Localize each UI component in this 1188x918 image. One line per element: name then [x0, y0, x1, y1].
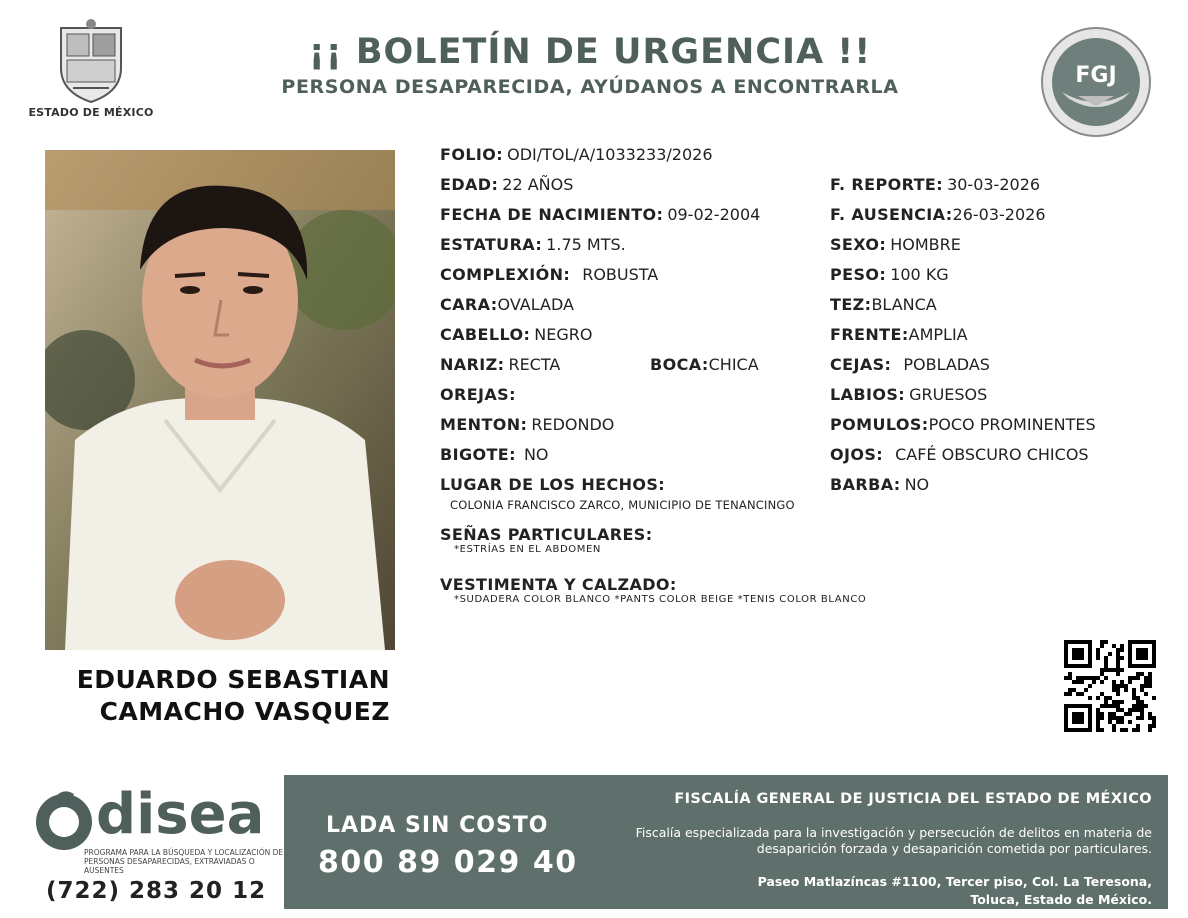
- odisea-brand: disea: [96, 782, 265, 847]
- field-label: NARIZ:: [440, 355, 505, 374]
- lada-number[interactable]: 800 89 029 40: [318, 845, 578, 880]
- field-value: OVALADA: [497, 295, 574, 314]
- field-vestimenta-value: *SUDADERA COLOR BLANCO *PANTS COLOR BEIGE *TENIS COLOR BLANCO: [454, 594, 867, 605]
- field-value: 30-03-2026: [947, 175, 1041, 194]
- field-value: NO: [523, 445, 549, 464]
- field-frente: [830, 325, 968, 344]
- field-value: NEGRO: [534, 325, 593, 344]
- missing-person-photo: [45, 150, 395, 650]
- field-folio: [440, 145, 713, 164]
- field-complexion: [440, 265, 658, 284]
- field-value: POCO PROMINENTES: [928, 415, 1096, 434]
- field-barba: [830, 475, 929, 494]
- field-nariz: [440, 355, 560, 374]
- fiscalia-title: FISCALÍA GENERAL DE JUSTICIA DEL ESTADO DE MÉXICO: [674, 791, 1152, 807]
- odisea-logo: [34, 782, 284, 908]
- field-value: 22 AÑOS: [502, 175, 574, 194]
- qr-code-icon: [1064, 640, 1156, 732]
- field-label: BOCA:: [650, 355, 709, 374]
- field-value: AMPLIA: [908, 325, 968, 344]
- bulletin-subtitle: PERSONA DESAPARECIDA, AYÚDANOS A ENCONTRARLA: [281, 76, 899, 98]
- field-label: VESTIMENTA Y CALZADO:: [440, 575, 677, 594]
- field-value: BLANCA: [871, 295, 937, 314]
- field-value: CHICA: [708, 355, 759, 374]
- person-photo-illustration: [45, 150, 395, 650]
- odisea-logo-icon: [34, 788, 98, 854]
- footer-band: [284, 775, 1168, 909]
- field-value: CAFÉ OBSCURO CHICOS: [895, 445, 1089, 464]
- field-label: SEXO:: [830, 235, 887, 254]
- field-label: CEJAS:: [830, 355, 892, 374]
- field-boca: [650, 355, 759, 374]
- field-label: CABELLO:: [440, 325, 531, 344]
- field-cabello: [440, 325, 592, 344]
- field-labios: [830, 385, 987, 404]
- bulletin-title: ¡¡ BOLETÍN DE URGENCIA !!: [308, 32, 872, 72]
- field-label: OREJAS:: [440, 385, 516, 404]
- field-label: PESO:: [830, 265, 887, 284]
- field-vestimenta: [440, 575, 677, 594]
- field-label: LUGAR DE LOS HECHOS:: [440, 475, 666, 494]
- field-label: FOLIO:: [440, 145, 504, 164]
- field-orejas: [440, 385, 520, 404]
- field-f-reporte: [830, 175, 1040, 194]
- field-value: 26-03-2026: [952, 205, 1046, 224]
- address-line-1: Paseo Matlazíncas #1100, Tercer piso, Col. La Teresona,: [757, 874, 1152, 889]
- person-full-name: [40, 664, 390, 728]
- field-label: MENTON:: [440, 415, 528, 434]
- fgj-seal-icon: [1040, 26, 1152, 138]
- field-label: F. REPORTE:: [830, 175, 944, 194]
- estado-de-mexico-logo: [28, 18, 154, 130]
- field-label: FECHA DE NACIMIENTO:: [440, 205, 664, 224]
- estado-de-mexico-coat-of-arms-icon: [53, 18, 129, 104]
- qr-code[interactable]: [1064, 640, 1156, 732]
- field-value: RECTA: [508, 355, 561, 374]
- person-last-names: CAMACHO VASQUEZ: [99, 697, 390, 726]
- field-edad: [440, 175, 573, 194]
- seal-text: FGJ: [1075, 63, 1117, 88]
- field-cara: [440, 295, 574, 314]
- field-senas: [440, 525, 653, 544]
- address-line-2: Toluca, Estado de México.: [970, 892, 1152, 907]
- field-value: 100 KG: [890, 265, 949, 284]
- field-sexo: [830, 235, 961, 254]
- field-label: CARA:: [440, 295, 498, 314]
- odisea-program: PROGRAMA PARA LA BÚSQUEDA Y LOCALIZACIÓN DE PERSONAS DESAPARECIDAS, EXTRAVIADAS O AUSENTES: [84, 848, 284, 875]
- field-fecha-nacimiento: [440, 205, 760, 224]
- field-bigote: [440, 445, 549, 464]
- field-lugar-hechos-value: COLONIA FRANCISCO ZARCO, MUNICIPIO DE TENANCINGO: [450, 498, 795, 512]
- field-value: REDONDO: [531, 415, 615, 434]
- field-label: LABIOS:: [830, 385, 906, 404]
- field-label: OJOS:: [830, 445, 884, 464]
- field-value: ROBUSTA: [582, 265, 659, 284]
- odisea-phone[interactable]: (722) 283 20 12: [46, 878, 267, 904]
- field-label: EDAD:: [440, 175, 499, 194]
- field-value: 09-02-2004: [667, 205, 761, 224]
- field-label: COMPLEXIÓN:: [440, 265, 571, 284]
- field-pomulos: [830, 415, 1096, 434]
- field-value: HOMBRE: [890, 235, 961, 254]
- field-menton: [440, 415, 614, 434]
- field-tez: [830, 295, 937, 314]
- field-label: SEÑAS PARTICULARES:: [440, 525, 653, 544]
- field-label: ESTATURA:: [440, 235, 543, 254]
- lada-label: LADA SIN COSTO: [326, 813, 549, 838]
- field-ojos: [830, 445, 1089, 464]
- fiscalia-address: [632, 873, 1152, 909]
- field-label: POMULOS:: [830, 415, 929, 434]
- field-label: F. AUSENCIA:: [830, 205, 953, 224]
- field-senas-value: *ESTRÍAS EN EL ABDOMEN: [454, 544, 601, 555]
- field-cejas: [830, 355, 990, 374]
- field-f-ausencia: [830, 205, 1046, 224]
- field-value: POBLADAS: [903, 355, 990, 374]
- field-label: BIGOTE:: [440, 445, 516, 464]
- fiscalia-description: Fiscalía especializada para la investigación y persecución de delitos en materia de desaparición forzada y desaparición cometida por particulares.: [635, 825, 1152, 856]
- field-estatura: [440, 235, 626, 254]
- field-value: 1.75 MTS.: [546, 235, 626, 254]
- field-value: ODI/TOL/A/1033233/2026: [507, 145, 713, 164]
- field-value: NO: [904, 475, 930, 494]
- field-value: GRUESOS: [909, 385, 988, 404]
- field-lugar-hechos: [440, 475, 665, 494]
- field-label: BARBA:: [830, 475, 901, 494]
- state-name: ESTADO DE MÉXICO: [28, 106, 154, 119]
- field-label: TEZ:: [830, 295, 872, 314]
- field-peso: [830, 265, 949, 284]
- fgj-seal: [1040, 26, 1152, 138]
- person-first-names: EDUARDO SEBASTIAN: [76, 665, 390, 694]
- field-label: FRENTE:: [830, 325, 909, 344]
